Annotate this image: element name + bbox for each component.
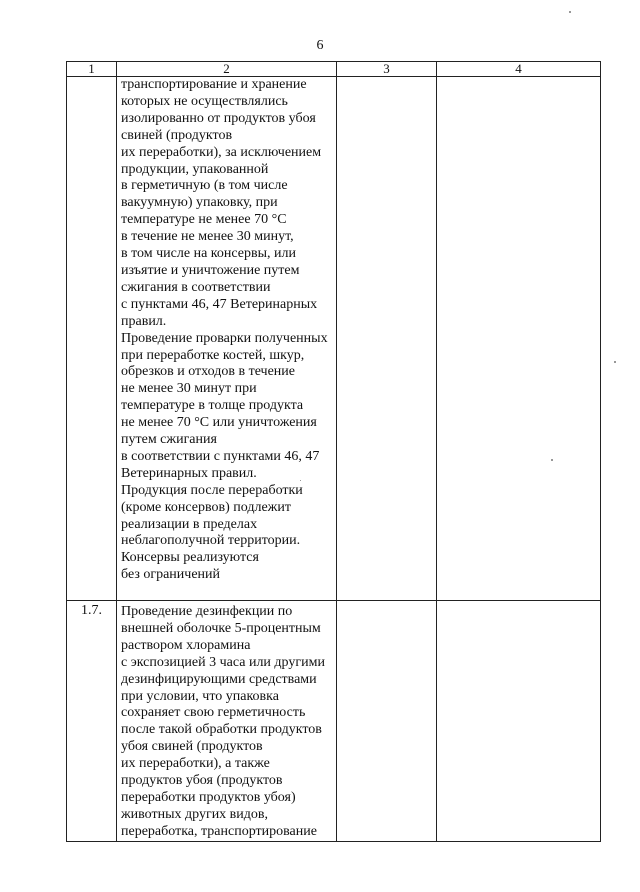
cell-text-line: в герметичную (в том числе [121, 178, 288, 194]
cell-text-line: в течение не менее 30 минут, [121, 229, 294, 245]
cell-text-line: переработка, транспортирование [121, 823, 317, 839]
cell-text-line: реализации в пределах [121, 516, 258, 532]
cell-text-line: которых не осуществлялись [121, 93, 288, 109]
cell-text-line: свиней (продуктов [121, 127, 233, 143]
cell-text-line: не менее 30 минут при [121, 381, 257, 397]
cell-text-line: внешней оболочке 5-процентным [121, 620, 321, 636]
table-header-row [67, 62, 601, 77]
cell-text-line: после такой обработки продуктов [121, 722, 322, 738]
cell-text-line: их переработки), а также [121, 756, 270, 772]
cell-text-line: с пунктами 46, 47 Ветеринарных [121, 296, 318, 312]
cell-text-line: продукции, упакованной [121, 161, 269, 177]
cell-text-line: обрезков и отходов в течение [121, 364, 296, 380]
header-col-4: 4 [437, 62, 601, 77]
empty-cell-col-3 [337, 77, 437, 601]
cell-text-line: продуктов убоя (продуктов [121, 773, 283, 789]
cell-text-line: Ветеринарных правил. [121, 465, 257, 481]
regulation-table [66, 61, 601, 842]
measures-text-cell [117, 601, 337, 842]
empty-cell-col-4 [437, 601, 601, 842]
cell-text-line: животных других видов, [121, 806, 269, 822]
cell-text-line: в соответствии с пунктами 46, 47 [121, 448, 320, 464]
header-col-2: 2 [117, 62, 337, 77]
page-number: 6 [316, 38, 324, 53]
cell-text-line: температуре в толще продукта [121, 398, 304, 414]
cell-text-line: убоя свиней (продуктов [121, 739, 263, 755]
measures-text-cell [117, 77, 337, 601]
cell-text-line: Проведение дезинфекции по [121, 604, 293, 619]
scan-speck [569, 11, 571, 13]
row-number-cell: 1.7. [67, 601, 117, 842]
cell-text-line: с экспозицией 3 часа или другими [121, 654, 325, 670]
cell-text-line: (кроме консервов) подлежит [121, 499, 291, 515]
cell-text-line: неблагополучной территории. [121, 533, 301, 549]
header-col-3: 3 [337, 62, 437, 77]
cell-text-line: сохраняет свою герметичность [121, 705, 306, 721]
cell-text-line: в том числе на консервы, или [121, 246, 296, 262]
cell-text-line: переработки продуктов убоя) [121, 789, 296, 805]
cell-text-line: без ограничений [121, 567, 221, 583]
cell-text-line: изъятие и уничтожение путем [121, 262, 300, 278]
scan-speck [614, 361, 616, 363]
cell-text-line: дезинфицирующими средствами [121, 671, 317, 687]
empty-cell-col-4 [437, 77, 601, 601]
cell-text-line: их переработки), за исключением [121, 144, 322, 160]
cell-text-line: при условии, что упаковка [121, 688, 279, 704]
cell-text-line: правил. [121, 313, 167, 329]
cell-text-line: Проведение проварки полученных [121, 330, 328, 346]
table-row [67, 601, 601, 842]
cell-text-line: не менее 70 °С или уничтожения [121, 415, 317, 431]
cell-text-line: при переработке костей, шкур, [121, 347, 305, 363]
cell-text-line: транспортирование и хранение [121, 77, 307, 92]
empty-cell-col-3 [337, 601, 437, 842]
cell-text-line: раствором хлорамина [121, 637, 251, 653]
cell-text-line: сжигания в соответствии [121, 279, 271, 295]
cell-text-line: Продукция после переработки [121, 482, 303, 498]
table-row [67, 77, 601, 601]
row-number-cell [67, 77, 117, 601]
cell-text-line: температуре не менее 70 °С [121, 212, 287, 228]
cell-text-line: путем сжигания [121, 432, 217, 448]
scan-speck [300, 480, 301, 481]
cell-text-line: вакуумную) упаковку, при [121, 195, 278, 211]
scan-speck [551, 459, 553, 461]
cell-text-line: Консервы реализуются [121, 550, 259, 566]
header-col-1: 1 [67, 62, 117, 77]
cell-text-line: изолированно от продуктов убоя [121, 110, 316, 126]
